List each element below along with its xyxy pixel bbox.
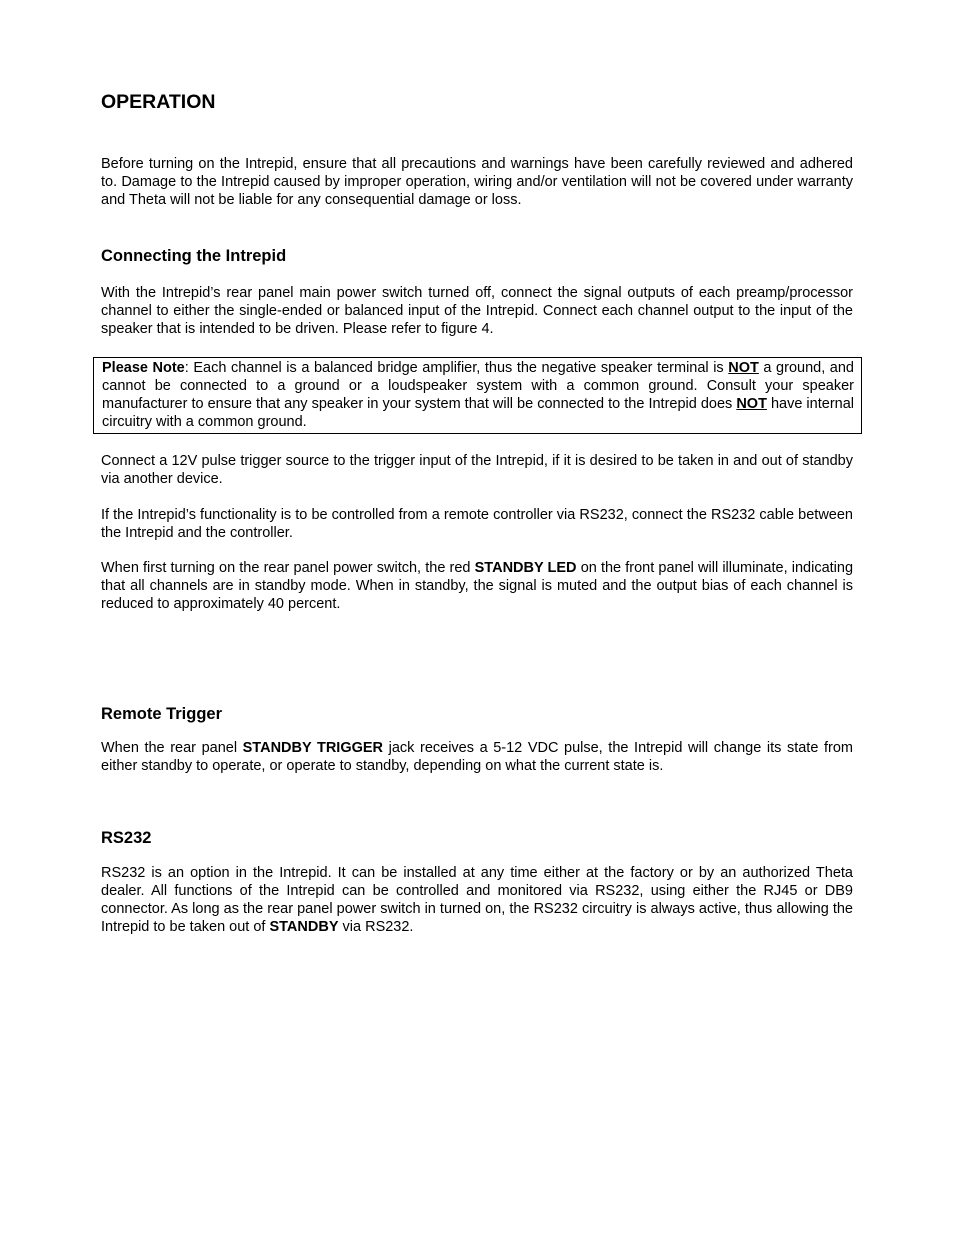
heading-connecting: Connecting the Intrepid <box>101 247 287 265</box>
note-text-2: a ground, and cannot be connected to a ground or a loudspeaker system with a common ground. Consult your speaker manufacturer to ensure that any speaker in your system that will be connected to the Intrepid does <box>102 360 854 412</box>
connecting-paragraph-1: With the Intrepid’s rear panel main power switch turned off, connect the signal outputs of each preamp/processor channel to either the single-ended or balanced input of the Intrepid. Connect each channel output to the input of the speaker that is intended to be driven. Please refer to figure 4. <box>101 285 853 337</box>
connecting-paragraph-2: Connect a 12V pulse trigger source to the trigger input of the Intrepid, if it is desired to be taken in and out of standby via another device. <box>101 453 853 487</box>
note-not-2: NOT <box>736 396 767 412</box>
note-text-3: have internal circuitry with a common ground. <box>102 396 854 430</box>
heading-rs232: RS232 <box>101 829 152 847</box>
standby-term: STANDBY <box>269 919 339 935</box>
remote-text-2: jack receives a 5-12 VDC pulse, the Intrepid will change its state from either standby to operate, or operate to standby, depending on what the current state is. <box>101 740 853 774</box>
remote-trigger-paragraph <box>101 739 853 775</box>
standby-led-term: STANDBY LED <box>474 560 577 576</box>
remote-text-1: When the rear panel <box>101 740 243 756</box>
connecting-paragraph-3: If the Intrepid’s functionality is to be controlled from a remote controller via RS232, connect the RS232 cable between the Intrepid and the controller. <box>101 507 853 541</box>
intro-paragraph: Before turning on the Intrepid, ensure that all precautions and warnings have been carefully reviewed and adhered to. Damage to the Intrepid caused by improper operation, wiring and/or ventilation will not be covered under warranty and Theta will not be liable for any consequential damage or loss. <box>101 156 853 208</box>
rs232-text-2: via RS232. <box>338 919 414 935</box>
p4-text-1: When first turning on the rear panel power switch, the red <box>101 560 475 576</box>
connecting-paragraph-4 <box>101 559 853 613</box>
note-text-1: : Each channel is a balanced bridge amplifier, thus the negative speaker terminal is <box>184 360 729 376</box>
page-title: OPERATION <box>101 91 216 113</box>
rs232-text-1: RS232 is an option in the Intrepid. It can be installed at any time either at the factory or by an authorized Theta dealer. All functions of the Intrepid can be controlled and monitored via RS232, using either the RJ45 or DB9 connector. As long as the rear panel power switch in turned on, the RS232 circuitry is always active, thus allowing the Intrepid to be taken out of <box>101 865 853 935</box>
p4-text-2: on the front panel will illuminate, indicating that all channels are in standby mode. When in standby, the signal is muted and the output bias of each channel is reduced to approximately 40 percent. <box>101 560 854 612</box>
heading-remote-trigger: Remote Trigger <box>101 705 223 723</box>
standby-trigger-term: STANDBY TRIGGER <box>242 740 384 756</box>
rs232-paragraph <box>101 864 853 936</box>
note-not-1: NOT <box>728 360 759 376</box>
note-label: Please Note <box>102 360 185 376</box>
please-note-box <box>93 357 862 434</box>
